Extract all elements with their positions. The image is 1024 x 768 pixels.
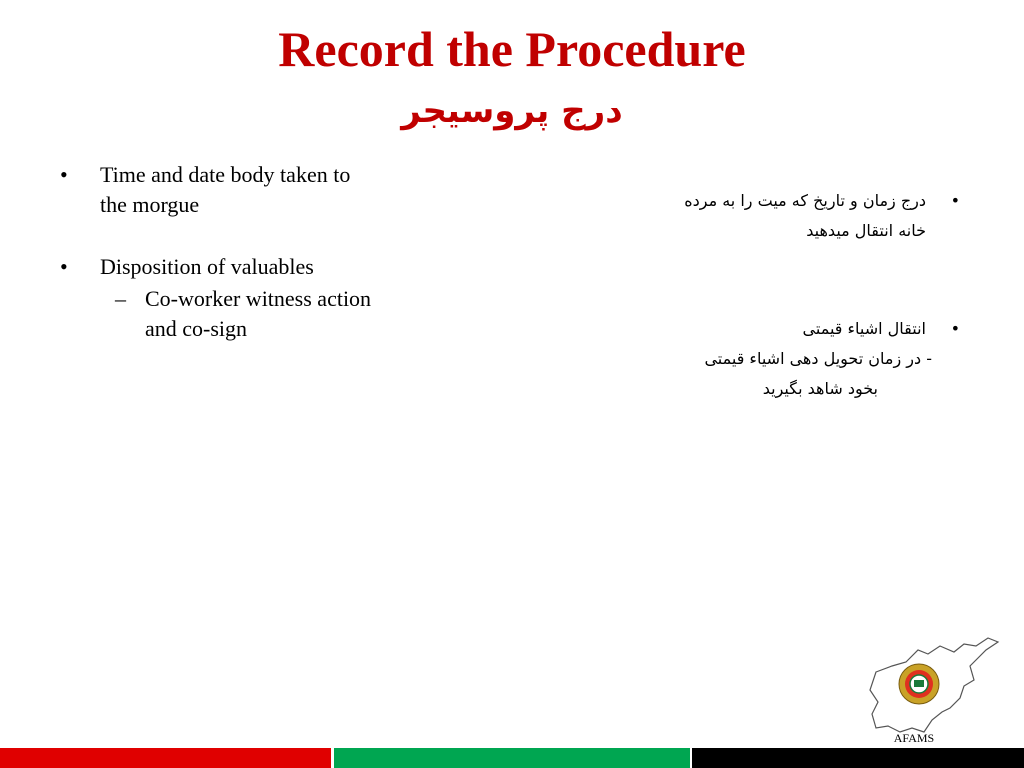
bullet-item xyxy=(60,252,420,282)
bullet-text-line: Time and date body taken to xyxy=(100,162,351,187)
bullet-text-line: the morgue xyxy=(100,192,200,217)
flag-stripe-bar xyxy=(0,748,1024,768)
dari-column xyxy=(590,186,976,404)
afghanistan-map-logo xyxy=(866,636,1002,736)
bullet-symbol: • xyxy=(60,162,68,187)
red-stripe xyxy=(0,748,331,768)
bullet-text-line: درج زمان و تاریخ که میت را به مرده xyxy=(684,191,926,210)
english-column xyxy=(60,160,420,344)
bullet-item xyxy=(60,160,420,220)
bullet-symbol: • xyxy=(950,319,960,338)
bullet-symbol: • xyxy=(60,254,68,279)
sub-bullet-text-line: and co-sign xyxy=(145,316,248,341)
sub-bullet-text-line: Co-worker witness action xyxy=(145,286,372,311)
sub-bullet-text-line-dari: - در زمان تحویل دهی اشیاء قیمتی xyxy=(704,349,932,368)
bullet-item-dari xyxy=(590,314,976,344)
black-stripe xyxy=(692,748,1024,768)
bullet-text-line: Disposition of valuables xyxy=(100,254,314,279)
emblem-book xyxy=(914,680,924,687)
bullet-text-line: خانه انتقال میدهید xyxy=(806,221,926,240)
sub-bullet-text-line-dari: بخود شاهد بگیرید xyxy=(762,379,878,398)
bullet-text-line: انتقال اشیاء قیمتی xyxy=(802,319,926,338)
slide-title-dari: درج پروسیجر xyxy=(401,91,623,131)
dash-symbol: – xyxy=(115,286,126,311)
bullet-symbol: • xyxy=(950,191,960,210)
bullet-item-dari xyxy=(590,186,976,246)
logo-caption: AFAMS xyxy=(893,731,935,745)
slide-title: Record the Procedure xyxy=(278,21,746,77)
sub-bullet-item xyxy=(60,284,420,344)
green-stripe xyxy=(334,748,690,768)
